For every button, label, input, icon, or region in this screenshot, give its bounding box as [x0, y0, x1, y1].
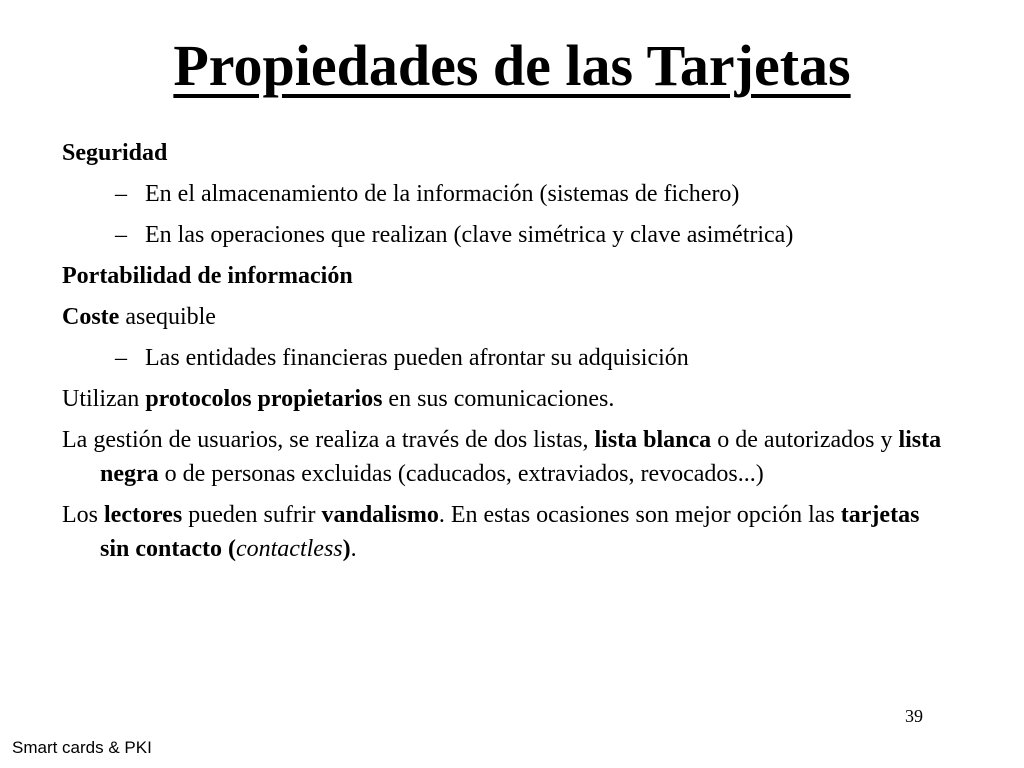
gestion-text-2: o de autorizados y — [711, 427, 899, 453]
slide-title — [0, 26, 1024, 106]
gestion-lista-blanca: lista blanca — [594, 427, 712, 453]
gestion-text-3: o de personas excluidas (caducados, extraviados, revocados...) — [158, 461, 764, 487]
lectores-bold-4: ) — [342, 536, 351, 562]
bullet-coste — [62, 300, 942, 334]
portabilidad-label: Portabilidad de información — [62, 263, 353, 289]
dash-glyph: – — [115, 222, 127, 248]
lectores-text-3: . En estas ocasiones son mejor opción las — [438, 502, 841, 528]
page-number: 39 — [905, 706, 923, 726]
bullet-seguridad — [62, 136, 942, 170]
slide-body — [62, 136, 942, 573]
footer-text: Smart cards & PKI — [12, 738, 152, 757]
gestion-lista-negra: lista negra — [100, 427, 942, 487]
protocolos-pre: Utilizan — [62, 386, 146, 412]
bullet-protocolos — [62, 382, 942, 416]
lectores-bold-3: tarjetas sin contacto ( — [100, 502, 920, 562]
coste-text: asequible — [119, 304, 216, 330]
sub-bullet-text: En las operaciones que realizan (clave simétrica y clave asimétrica) — [145, 222, 794, 248]
lectores-text-1: Los — [62, 502, 104, 528]
seguridad-label: Seguridad — [62, 140, 168, 166]
coste-label: Coste — [62, 304, 120, 330]
dash-glyph: – — [115, 345, 127, 371]
lectores-text-4: . — [350, 536, 357, 562]
lectores-bold-1: lectores — [104, 502, 183, 528]
bullet-gestion — [62, 423, 942, 491]
protocolos-bold: protocolos propietarios — [145, 386, 383, 412]
sub-bullet-almacenamiento — [62, 177, 942, 211]
slide-title-text: Propiedades de las Tarjetas — [173, 33, 851, 98]
protocolos-post: en sus comunicaciones. — [382, 386, 615, 412]
sub-bullet-entidades — [62, 341, 942, 375]
lectores-italic: contactless — [235, 536, 343, 562]
sub-bullet-text: En el almacenamiento de la información (sistemas de fichero) — [145, 181, 740, 207]
sub-bullet-operaciones — [62, 218, 942, 252]
dash-glyph: – — [115, 181, 127, 207]
bullet-lectores — [62, 498, 942, 566]
gestion-text-1: La gestión de usuarios, se realiza a través de dos listas, — [62, 427, 595, 453]
sub-bullet-text: Las entidades financieras pueden afrontar su adquisición — [145, 345, 689, 371]
lectores-bold-2: vandalismo — [321, 502, 439, 528]
lectores-text-2: pueden sufrir — [182, 502, 322, 528]
bullet-portabilidad — [62, 259, 942, 293]
